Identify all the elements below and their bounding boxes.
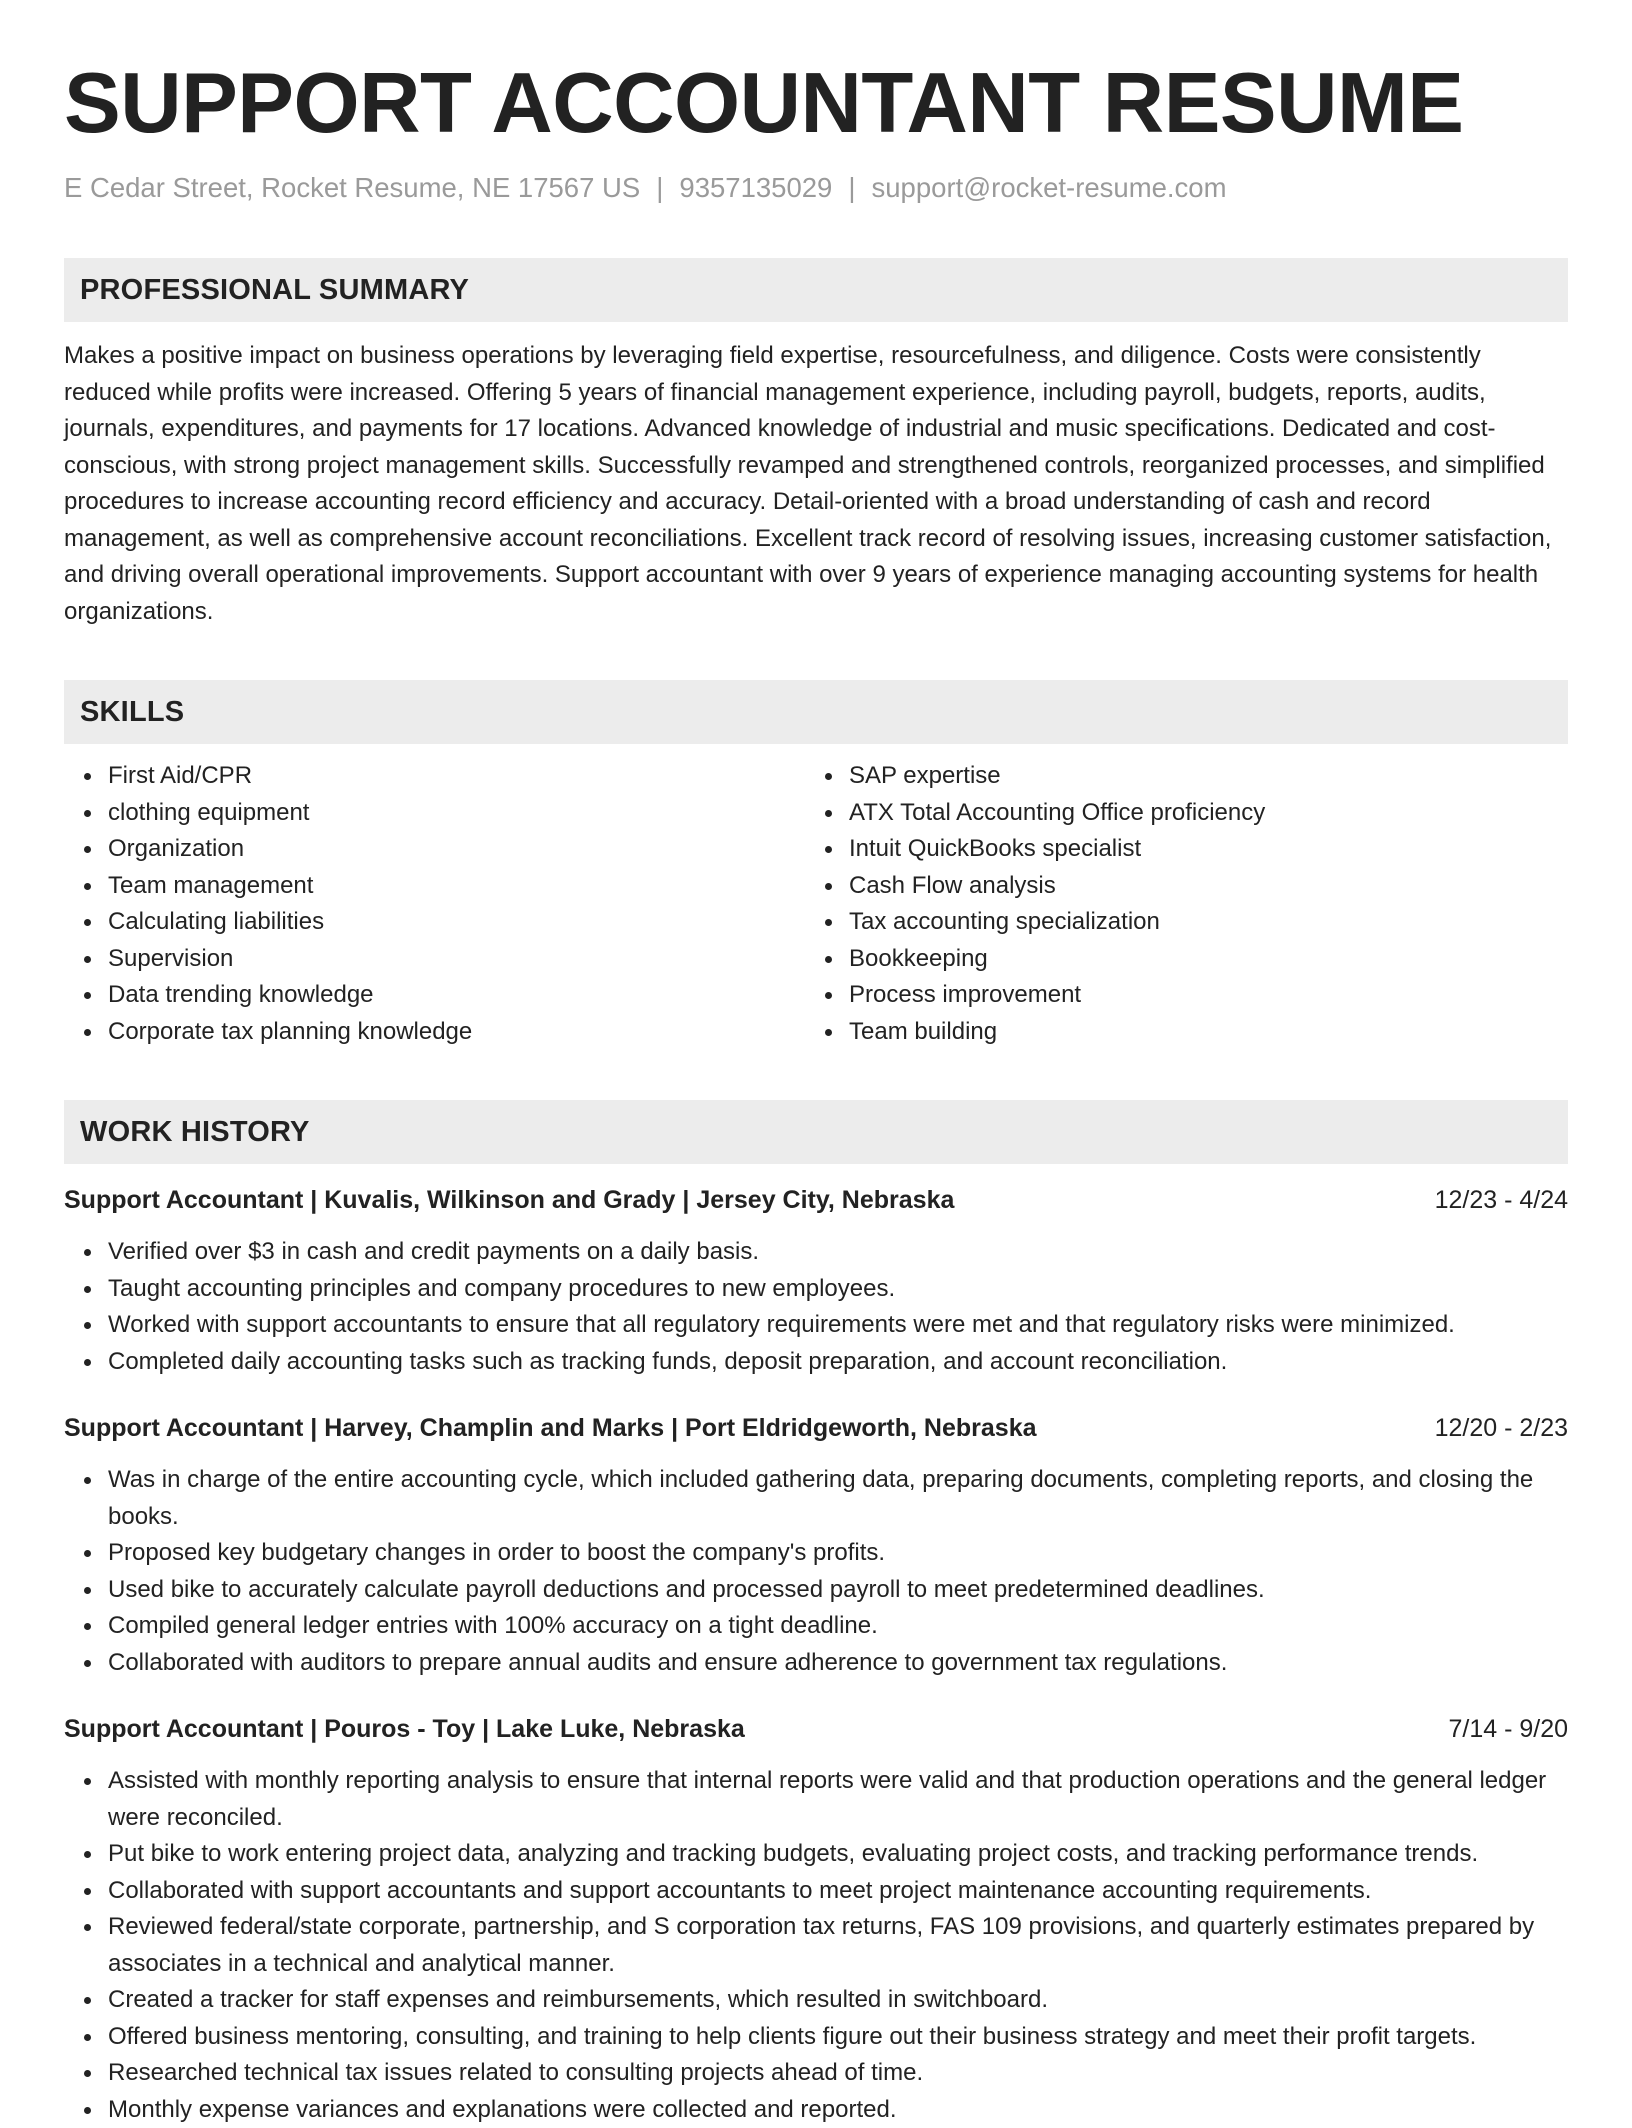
skill-item: Cash Flow analysis — [849, 868, 1568, 905]
skills-list — [64, 758, 1568, 1050]
job-entry — [64, 1711, 1568, 2128]
job-header — [64, 1410, 1568, 1446]
skill-item: Calculating liabilities — [108, 904, 805, 941]
job-bullet: Assisted with monthly reporting analysis to ensure that internal reports were valid and that production operations and the general ledger were reconciled. — [108, 1763, 1568, 1836]
skills-column-left — [64, 758, 805, 1050]
job-bullet: Reviewed federal/state corporate, partnership, and S corporation tax returns, FAS 109 provisions, and quarterly estimates prepared by associates in a technical and analytical manner. — [108, 1909, 1568, 1982]
section-heading-summary: PROFESSIONAL SUMMARY — [64, 258, 1568, 322]
work-history-list — [64, 1182, 1568, 2128]
skill-item: Data trending knowledge — [108, 977, 805, 1014]
skill-item: SAP expertise — [849, 758, 1568, 795]
job-header — [64, 1711, 1568, 1747]
contact-separator: | — [656, 170, 663, 206]
job-bullet: Compiled general ledger entries with 100% accuracy on a tight deadline. — [108, 1608, 1568, 1645]
skill-item: Organization — [108, 831, 805, 868]
skill-item: Team building — [849, 1014, 1568, 1051]
job-entry — [64, 1182, 1568, 1380]
job-bullet: Monthly expense variances and explanations were collected and reported. — [108, 2092, 1568, 2128]
job-dates: 12/23 - 4/24 — [1435, 1182, 1568, 1218]
job-dates: 7/14 - 9/20 — [1448, 1711, 1568, 1747]
job-title: Support Accountant | Kuvalis, Wilkinson and Grady | Jersey City, Nebraska — [64, 1182, 954, 1218]
contact-line — [64, 170, 1568, 206]
job-bullet: Collaborated with auditors to prepare annual audits and ensure adherence to government tax regulations. — [108, 1645, 1568, 1682]
resume-title: SUPPORT ACCOUNTANT RESUME — [64, 52, 1568, 156]
job-bullet: Researched technical tax issues related to consulting projects ahead of time. — [108, 2055, 1568, 2092]
skill-item: ATX Total Accounting Office proficiency — [849, 795, 1568, 832]
skill-item: Process improvement — [849, 977, 1568, 1014]
job-title: Support Accountant | Harvey, Champlin and Marks | Port Eldridgeworth, Nebraska — [64, 1410, 1037, 1446]
section-heading-skills: SKILLS — [64, 680, 1568, 744]
skill-item: Tax accounting specialization — [849, 904, 1568, 941]
job-bullet: Used bike to accurately calculate payroll deductions and processed payroll to meet predetermined deadlines. — [108, 1572, 1568, 1609]
contact-address: E Cedar Street, Rocket Resume, NE 17567 US — [64, 172, 640, 203]
job-bullets — [64, 1462, 1568, 1681]
skill-item: Corporate tax planning knowledge — [108, 1014, 805, 1051]
job-dates: 12/20 - 2/23 — [1435, 1410, 1568, 1446]
skill-item: Team management — [108, 868, 805, 905]
section-heading-work-history: WORK HISTORY — [64, 1100, 1568, 1164]
job-title: Support Accountant | Pouros - Toy | Lake Luke, Nebraska — [64, 1711, 745, 1747]
job-header — [64, 1182, 1568, 1218]
job-entry — [64, 1410, 1568, 1681]
job-bullet: Was in charge of the entire accounting cycle, which included gathering data, preparing documents, completing reports, and closing the books. — [108, 1462, 1568, 1535]
contact-separator: | — [848, 170, 855, 206]
job-bullet: Worked with support accountants to ensure that all regulatory requirements were met and that regulatory risks were minimized. — [108, 1307, 1568, 1344]
skill-item: Intuit QuickBooks specialist — [849, 831, 1568, 868]
job-bullet: Offered business mentoring, consulting, and training to help clients figure out their business strategy and meet their profit targets. — [108, 2019, 1568, 2056]
summary-text: Makes a positive impact on business operations by leveraging field expertise, resourcefulness, and diligence. Costs were consistently reduced while profits were increased. Offering 5 years of financial management experience, including payroll, budgets, reports, audits, journals, expenditures, and payments for 17 locations. Advanced knowledge of industrial and music specifications. Dedicated and cost-conscious, with strong project management skills. Successfully revamped and strengthened controls, reorganized processes, and simplified procedures to increase accounting record efficiency and accuracy. Detail-oriented with a broad understanding of cash and record management, as well as comprehensive account reconciliations. Excellent track record of resolving issues, increasing customer satisfaction, and driving overall operational improvements. Support accountant with over 9 years of experience managing accounting systems for health organizations. — [64, 338, 1568, 630]
skill-item: clothing equipment — [108, 795, 805, 832]
skill-item: First Aid/CPR — [108, 758, 805, 795]
contact-phone: 9357135029 — [679, 172, 832, 203]
skills-column-right — [805, 758, 1568, 1050]
job-bullet: Collaborated with support accountants and support accountants to meet project maintenance accounting requirements. — [108, 1873, 1568, 1910]
job-bullets — [64, 1763, 1568, 2128]
job-bullet: Proposed key budgetary changes in order to boost the company's profits. — [108, 1535, 1568, 1572]
job-bullet: Taught accounting principles and company procedures to new employees. — [108, 1271, 1568, 1308]
job-bullet: Put bike to work entering project data, analyzing and tracking budgets, evaluating project costs, and tracking performance trends. — [108, 1836, 1568, 1873]
job-bullets — [64, 1234, 1568, 1380]
job-bullet: Verified over $3 in cash and credit payments on a daily basis. — [108, 1234, 1568, 1271]
job-bullet: Created a tracker for staff expenses and reimbursements, which resulted in switchboard. — [108, 1982, 1568, 2019]
skill-item: Bookkeeping — [849, 941, 1568, 978]
job-bullet: Completed daily accounting tasks such as tracking funds, deposit preparation, and account reconciliation. — [108, 1344, 1568, 1381]
skill-item: Supervision — [108, 941, 805, 978]
contact-email: support@rocket-resume.com — [872, 172, 1227, 203]
